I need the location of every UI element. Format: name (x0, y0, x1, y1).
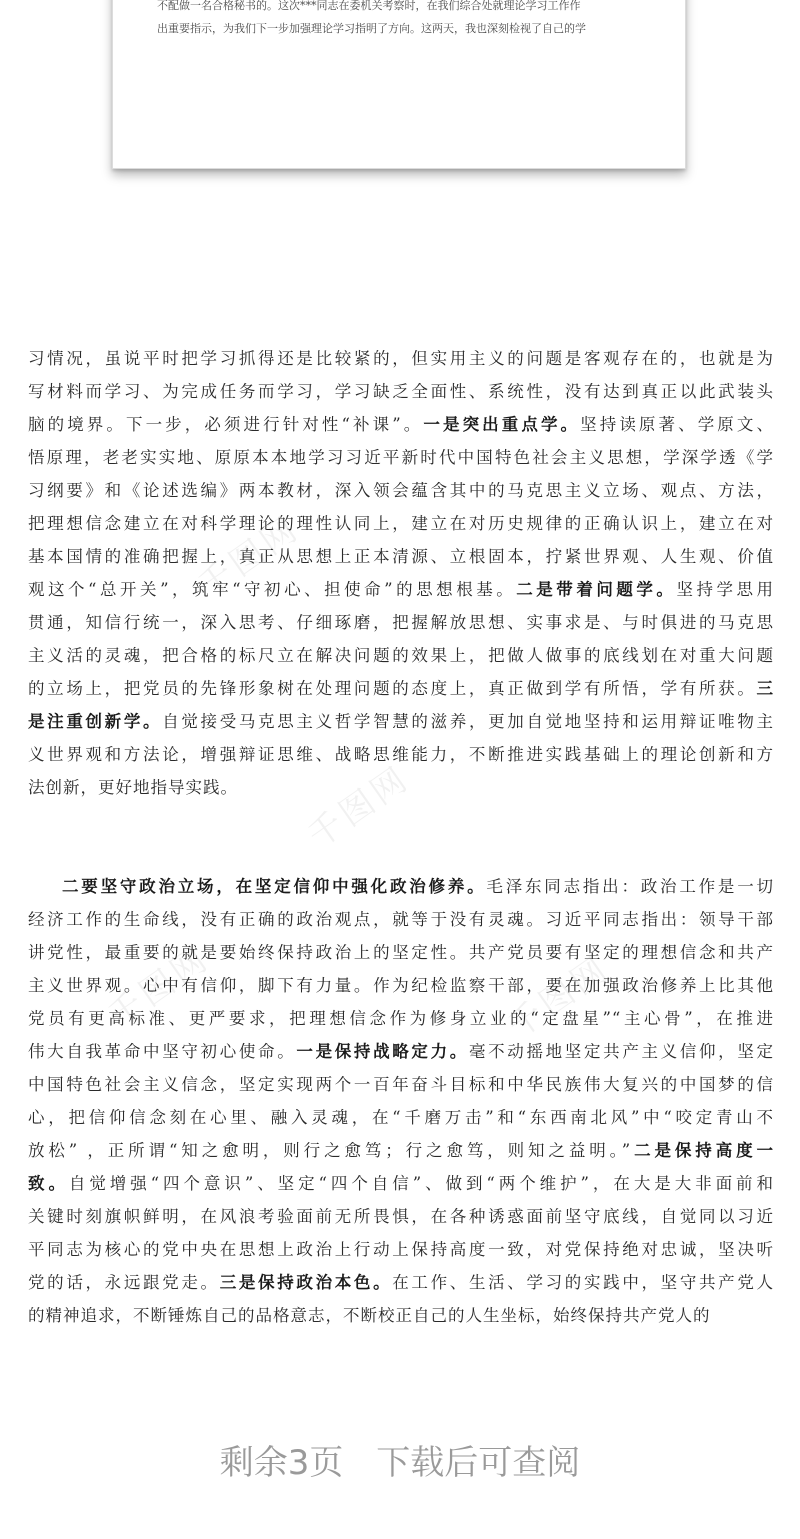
watermark: 千图网 (500, 948, 618, 1047)
text-line (28, 1167, 774, 1200)
text-run: 讲党性，最重要的就是要始终保持政治上的坚定性。共产党员要有坚定的理想信念和共产 (28, 943, 774, 962)
text-line (28, 1002, 774, 1035)
text-run: 的立场上，把党员的先锋形象树在处理问题的态度上，真正做到学有所悟，学有所获。 (28, 679, 757, 698)
text-line (28, 1068, 774, 1101)
text-line (28, 1200, 774, 1233)
text-run: 的精神追求，不断锤炼自己的品格意志，不断校正自己的人生坐标，始终保持共产党人的 (28, 1306, 711, 1325)
text-line (28, 540, 774, 573)
text-run: 坚持读原著、学原文、 (580, 415, 774, 434)
text-run: 毫不动摇地坚定共产主义信仰，坚定 (468, 1042, 775, 1061)
text-line (28, 1299, 774, 1332)
text-line (28, 1233, 774, 1266)
text-run: 写材料而学习、为完成任务而学习，学习缺乏全面性、系统性，没有达到真正以此武装头 (28, 382, 774, 401)
body-paragraph-political-stance (28, 870, 774, 1332)
preview-card-line: 不配做一名合格秘书的。这次***同志在委机关考察时，在我们综合处就理论学习工作作 (157, 0, 581, 12)
text-line (28, 705, 774, 738)
text-run: 在工作、生活、学习的实践中，坚守共产党人 (392, 1273, 775, 1292)
text-run: 习情况，虽说平时把学习抓得还是比较紧的，但实用主义的问题是客观存在的，也就是为 (28, 349, 774, 368)
text-line (28, 870, 774, 903)
text-line (28, 375, 774, 408)
text-run: 毛泽东同志指出：政治工作是一切 (486, 877, 775, 896)
text-line (28, 606, 774, 639)
text-run: 基本国情的准确把握上，真正从思想上正本清源、立根固本，拧紧世界观、人生观、价值 (28, 547, 774, 566)
text-line (28, 936, 774, 969)
text-line (28, 969, 774, 1002)
text-line (28, 441, 774, 474)
text-line (28, 639, 774, 672)
text-run: 法创新，更好地指导实践。 (28, 778, 238, 797)
bold-phrase: 是注重创新学。 (28, 712, 163, 731)
text-line (28, 408, 774, 441)
text-run: 习纲要》和《论述选编》两本教材，深入领会蕴含其中的马克思主义立场、观点、方法， (28, 481, 774, 500)
text-run: 经济工作的生命线，没有正确的政治观点，就等于没有灵魂。习近平同志指出：领导干部 (28, 910, 774, 929)
text-run: 心，把信仰信念刻在心里、融入灵魂，在“千磨万击”和“东西南北风”中“咬定青山不 (28, 1108, 774, 1127)
text-line (28, 342, 774, 375)
text-run: 坚持学思用 (676, 580, 775, 599)
text-line (28, 1101, 774, 1134)
text-run: 把理想信念建立在对科学理论的理性认同上，建立在对历史规律的正确认识上，建立在对 (28, 514, 774, 533)
text-line (28, 474, 774, 507)
bold-phrase: 二是保持高度一 (631, 1141, 774, 1160)
text-line (28, 1035, 774, 1068)
bold-phrase: 致。 (28, 1174, 69, 1193)
text-run: 悟原理，老老实实地、原原本本地学习习近平新时代中国特色社会主义思想，学深学透《学 (28, 448, 774, 467)
text-run: 自觉接受马克思主义哲学智慧的滋养，更加自觉地坚持和运用辩证唯物主 (162, 712, 775, 731)
text-run: 中国特色社会主义信念，坚定实现两个一百年奋斗目标和中华民族伟大复兴的中国梦的信 (28, 1075, 774, 1094)
text-run: 主义世界观。心中有信仰，脚下有力量。作为纪检监察干部，要在加强政治修养上比其他 (28, 976, 774, 995)
remaining-pages-banner[interactable]: 剩余3页 下载后可查阅 (219, 1443, 581, 1483)
bold-phrase: 二是带着问题学。 (516, 580, 677, 599)
bold-phrase: 一是保持战略定力。 (296, 1042, 469, 1061)
text-run: 观这个“总开关”，筑牢“守初心、担使命”的思想根基。 (28, 580, 517, 599)
bold-phrase: 二要坚守政治立场，在坚定信仰中强化政治修养。 (62, 877, 487, 896)
text-run: 放松” ，正所谓“知之愈明，则行之愈笃；行之愈笃，则知之益明。” (28, 1141, 632, 1160)
bold-phrase: 三 (756, 679, 774, 698)
preview-card-line: 出重要指示，为我们下一步加强理论学习指明了方向。这两天，我也深刻检视了自己的学 (157, 22, 586, 35)
text-run: 平同志为核心的党中央在思想上政治上行动上保持高度一致，对党保持绝对忠诚，坚决听 (28, 1240, 774, 1259)
text-line (28, 573, 774, 606)
bold-phrase: 一是突出重点学。 (423, 415, 581, 434)
text-line (28, 507, 774, 540)
preview-page-card (112, 0, 686, 169)
text-run: 党员有更高标准、更严要求，把理想信念作为修身立业的“定盘星”“主心骨”，在推进 (28, 1009, 774, 1028)
text-run: 党的话，永远跟党走。 (28, 1273, 220, 1292)
text-line (28, 672, 774, 705)
text-line (28, 771, 774, 804)
text-line (28, 1134, 774, 1167)
text-line (28, 738, 774, 771)
text-run: 关键时刻旗帜鲜明，在风浪考验面前无所畏惧，在各种诱惑面前坚守底线，自觉同以习近 (28, 1207, 774, 1226)
body-paragraph-study (28, 342, 774, 804)
text-run: 主义活的灵魂，把合格的标尺立在解决问题的效果上，把做人做事的底线划在对重大问题 (28, 646, 774, 665)
text-line (28, 1266, 774, 1299)
text-run: 脑的境界。下一步，必须进行针对性“补课”。 (28, 415, 424, 434)
text-run: 义世界观和方法论，增强辩证思维、战略思维能力，不断推进实践基础上的理论创新和方 (28, 745, 774, 764)
text-run: 自觉增强“四个意识”、坚定“四个自信”、做到“两个维护”，在大是大非面前和 (68, 1174, 774, 1193)
text-line (28, 903, 774, 936)
text-run: 贯通，知信行统一，深入思考、仔细琢磨，把握解放思想、实事求是、与时俱进的马克思 (28, 613, 774, 632)
bold-phrase: 三是保持政治本色。 (219, 1273, 393, 1292)
text-run: 伟大自我革命中坚守初心使命。 (28, 1042, 297, 1061)
watermark: 千图网 (100, 938, 218, 1037)
watermark: 千图网 (300, 758, 418, 857)
watermark: 千图网 (190, 508, 308, 607)
